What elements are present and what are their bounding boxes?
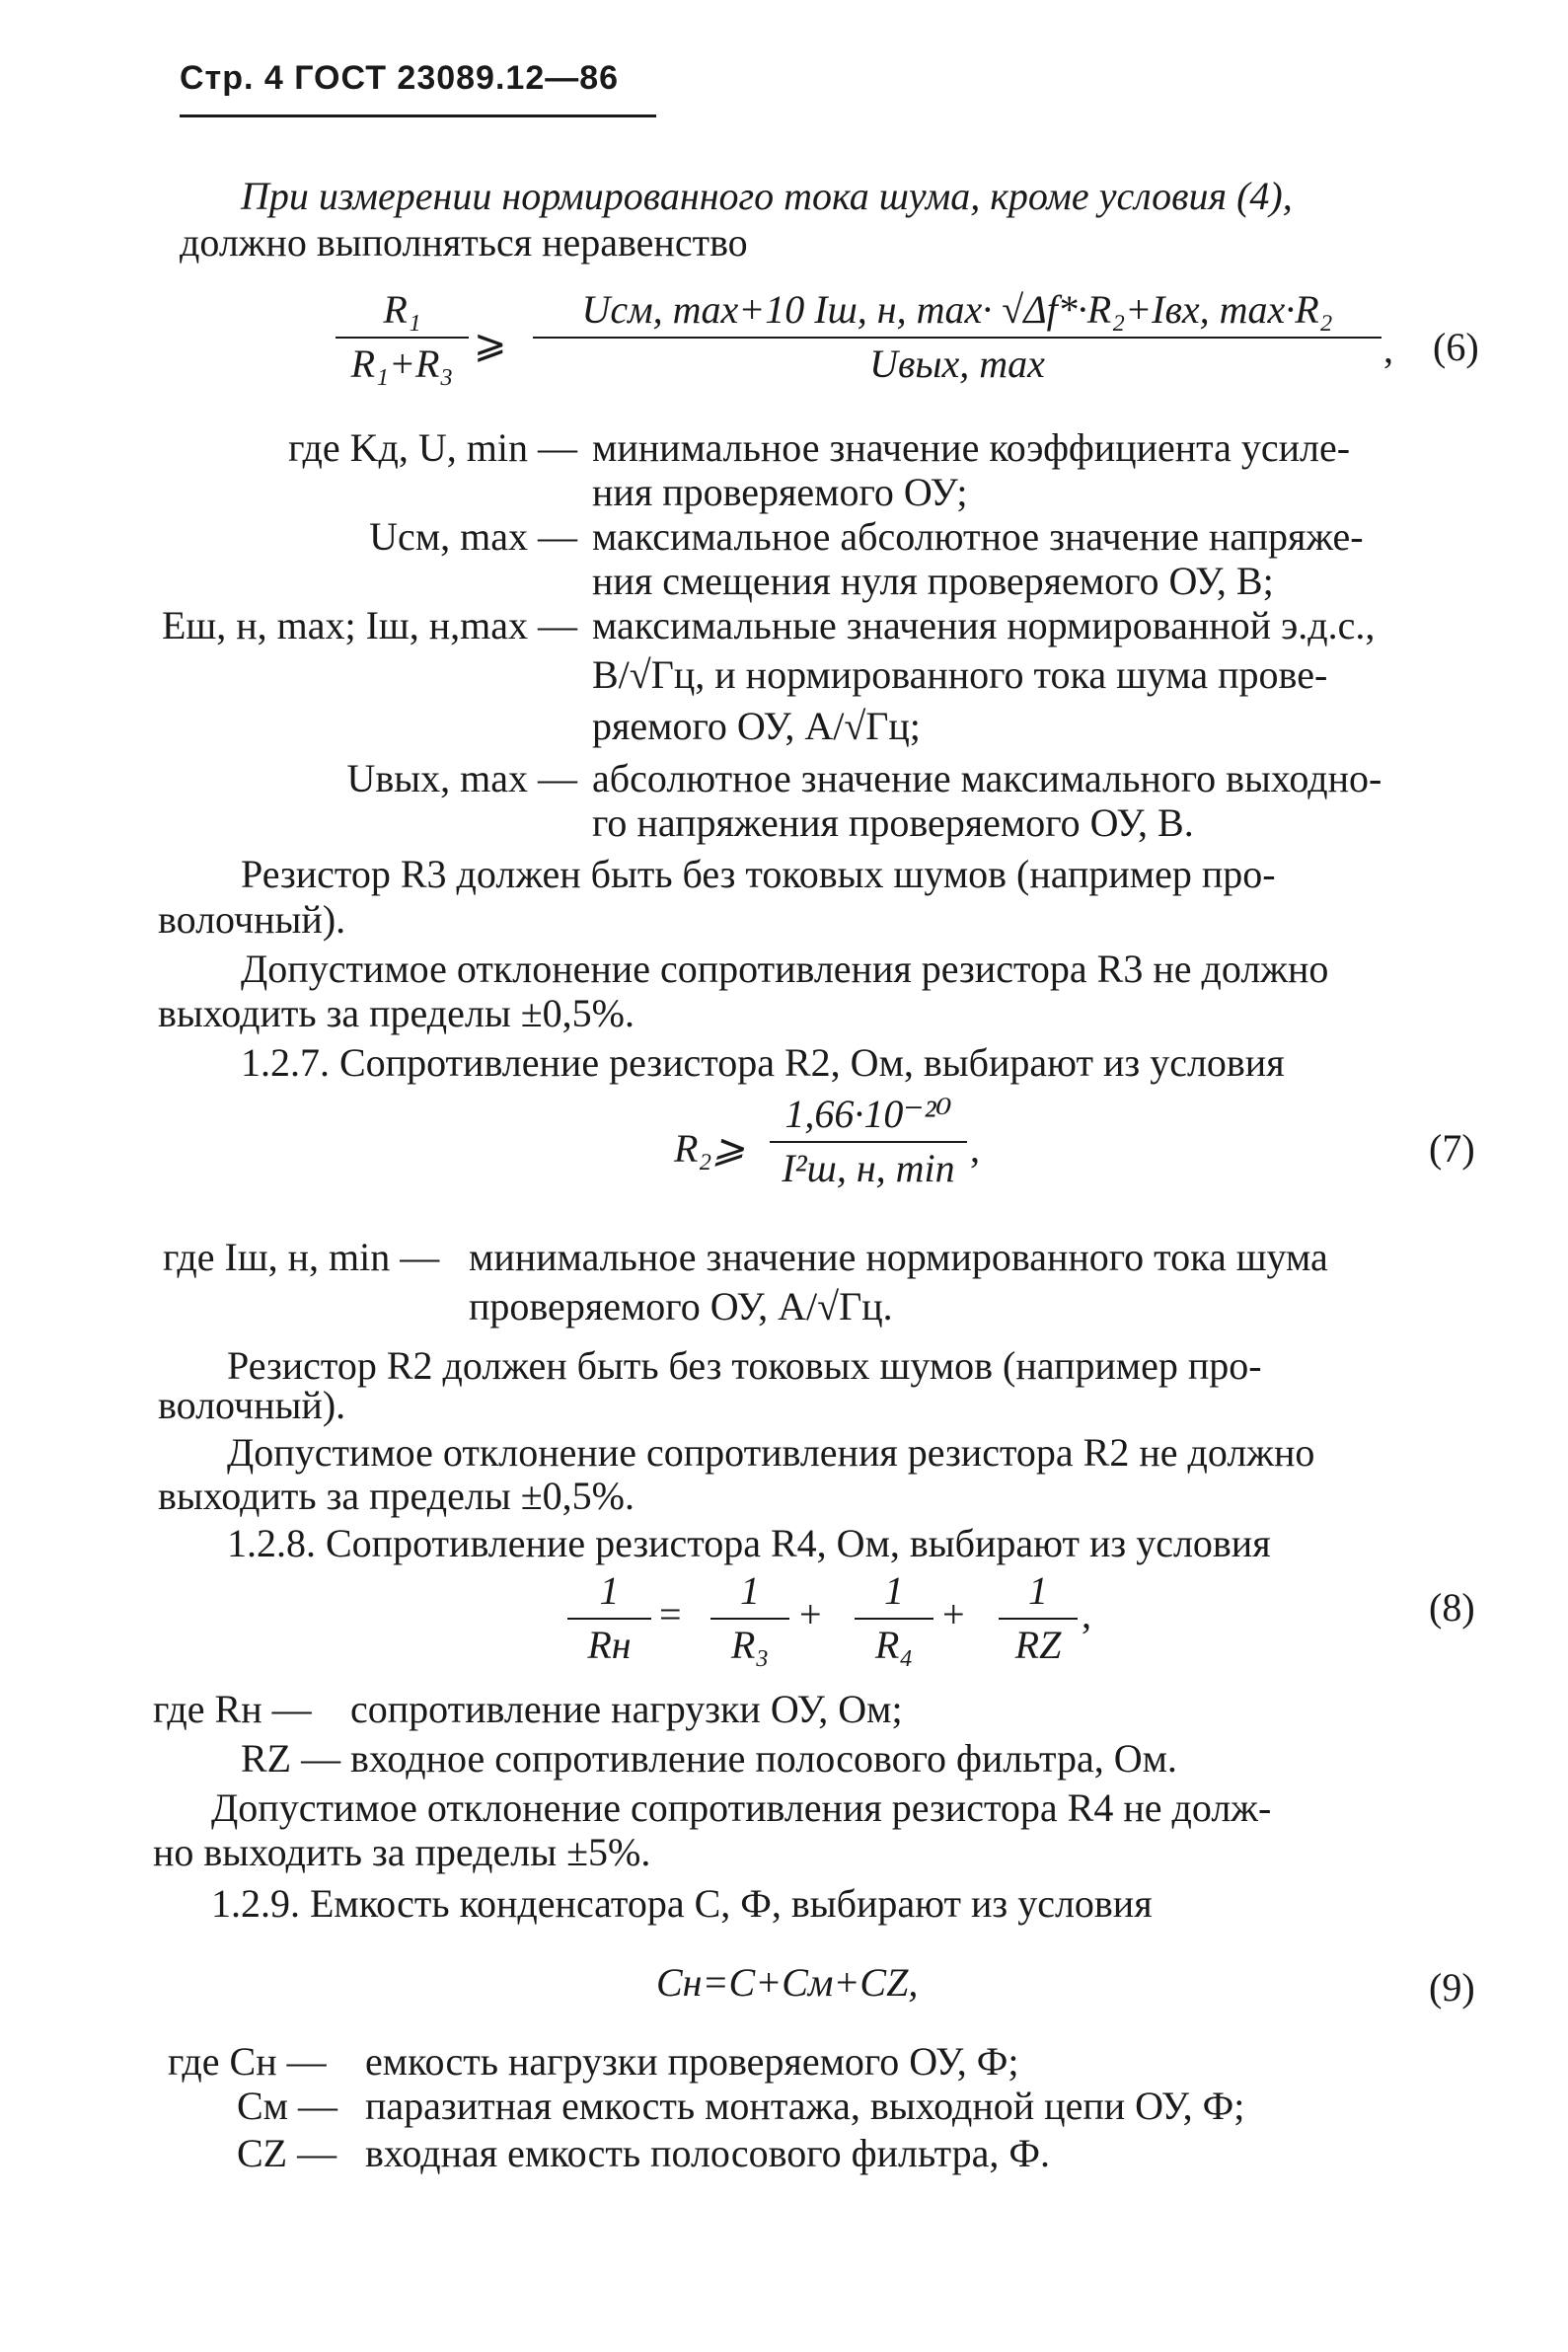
eq6-comma: , (1383, 327, 1393, 371)
paragraph-line: Допустимое отклонение сопротивления резистора R4 не долж- (211, 1785, 1272, 1830)
definition-text: входная емкость полосового фильтра, Ф. (365, 2131, 1051, 2175)
eq9-number: (9) (1429, 1965, 1475, 2010)
paragraph-line: 1.2.8. Сопротивление резистора R4, Ом, выбирают из условия (227, 1521, 1271, 1565)
definition-term: Eш, н, max; Iш, н,max — (161, 603, 577, 647)
paragraph-line: Допустимое отклонение сопротивления резистора R3 не должно (241, 947, 1329, 991)
paragraph-line: выходить за пределы ±0,5%. (158, 1474, 635, 1518)
eq8-term-num: 1 (884, 1568, 904, 1613)
paragraph-line: Резистор R2 должен быть без токовых шумов (например про- (227, 1343, 1262, 1388)
definition-term: Uвых, max — (346, 756, 577, 800)
paragraph-line: 1.2.7. Сопротивление резистора R2, Ом, выбирают из условия (241, 1040, 1285, 1085)
definition-text: минимальное значение нормированного тока шума (469, 1235, 1328, 1279)
eq8-op: = (659, 1592, 682, 1636)
paragraph-line: волочный). (158, 1383, 346, 1427)
eq6-relation: ⩾ (474, 322, 507, 366)
eq8-number: (8) (1429, 1585, 1475, 1630)
eq8-term-den: Rн (587, 1623, 632, 1667)
definition-term: Cм — (237, 2084, 337, 2128)
eq9-expression: Cн=C+Cм+CZ, (656, 1960, 919, 2005)
definition-text: проверяемого ОУ, А/√Гц. (469, 1284, 893, 1328)
definition-text: ния проверяемого ОУ; (592, 470, 968, 514)
eq8-op: + (942, 1592, 965, 1636)
eq8-term (999, 1567, 1078, 1668)
eq6-rhs-numerator: Uсм, max+10 Iш, н, max· √Δf*·R₂+Iвх, max·R₂ (581, 287, 1333, 332)
eq7-denominator: I²ш, н, min (782, 1146, 955, 1190)
eq6-lhs-denominator: R₁+R₃ (350, 341, 454, 386)
eq7-lhs: R₂⩾ (674, 1126, 745, 1171)
eq8-term-den: RZ (1014, 1623, 1062, 1667)
intro-line-2: должно выполняться неравенство (180, 220, 748, 265)
definition-term: где Cн — (168, 2039, 327, 2084)
definition-text: го напряжения проверяемого ОУ, В. (592, 800, 1194, 845)
eq8-term-num: 1 (740, 1568, 760, 1613)
paragraph-line: волочный). (158, 897, 346, 942)
eq6-rhs-fraction (533, 286, 1381, 387)
definition-term: RZ — (241, 1736, 341, 1781)
eq6-number: (6) (1433, 325, 1479, 369)
eq8-term-num: 1 (599, 1568, 620, 1613)
eq7-number: (7) (1429, 1126, 1475, 1171)
definition-term: CZ — (237, 2131, 337, 2175)
definition-term: где Rн — (153, 1687, 312, 1731)
paragraph-line: Резистор R3 должен быть без токовых шумов (например про- (241, 852, 1276, 896)
definition-text: максимальное абсолютное значение напряже- (592, 514, 1364, 559)
eq7-fraction (770, 1091, 967, 1191)
paragraph-line: Допустимое отклонение сопротивления резистора R2 не должно (227, 1430, 1315, 1475)
definition-text: абсолютное значение максимального выходно- (592, 756, 1382, 800)
definition-term: где Iш, н, min — (163, 1235, 440, 1279)
eq6-rhs-denominator: Uвых, max (869, 341, 1045, 386)
definition-text: минимальное значение коэффициента усиле- (592, 425, 1351, 470)
definition-text: емкость нагрузки проверяемого ОУ, Ф; (365, 2039, 1019, 2084)
eq8-op: + (799, 1592, 822, 1636)
paragraph-line: 1.2.9. Емкость конденсатора C, Ф, выбирают из условия (211, 1881, 1153, 1926)
eq8-comma: , (1082, 1592, 1091, 1636)
paragraph-line: но выходить за пределы ±5%. (153, 1830, 651, 1874)
header-rule (180, 114, 656, 117)
intro-line-1: При измерении нормированного тока шума, кроме условия (4), (241, 174, 1293, 218)
eq6-lhs-fraction (336, 286, 469, 387)
eq7-numerator: 1,66·10⁻²⁰ (784, 1092, 952, 1136)
eq8-term (855, 1567, 933, 1668)
eq8-term-den: R₄ (874, 1623, 914, 1667)
eq8-term-den: R₃ (730, 1623, 770, 1667)
definition-text: максимальные значения нормированной э.д.с., (592, 603, 1376, 647)
definition-text: сопротивление нагрузки ОУ, Ом; (350, 1687, 903, 1731)
definition-text: входное сопротивление полосового фильтра, Ом. (350, 1736, 1177, 1781)
definition-term: где Kд, U, min — (288, 425, 577, 470)
page-header: Стр. 4 ГОСТ 23089.12—86 (180, 59, 620, 97)
eq8-term-num: 1 (1028, 1568, 1048, 1613)
definition-text: ния смещения нуля проверяемого ОУ, В; (592, 559, 1274, 603)
eq8-term (710, 1567, 789, 1668)
eq8-term (567, 1567, 651, 1668)
definition-text: ряемого ОУ, А/√Гц; (592, 704, 921, 748)
definition-text: В/√Гц, и нормированного тока шума прове- (592, 652, 1328, 697)
eq6-lhs-numerator: R₁ (383, 287, 421, 332)
eq7-comma: , (970, 1126, 980, 1171)
definition-text: паразитная емкость монтажа, выходной цепи ОУ, Ф; (365, 2084, 1245, 2128)
paragraph-line: выходить за пределы ±0,5%. (158, 991, 635, 1035)
definition-term: Uсм, max — (369, 514, 577, 559)
